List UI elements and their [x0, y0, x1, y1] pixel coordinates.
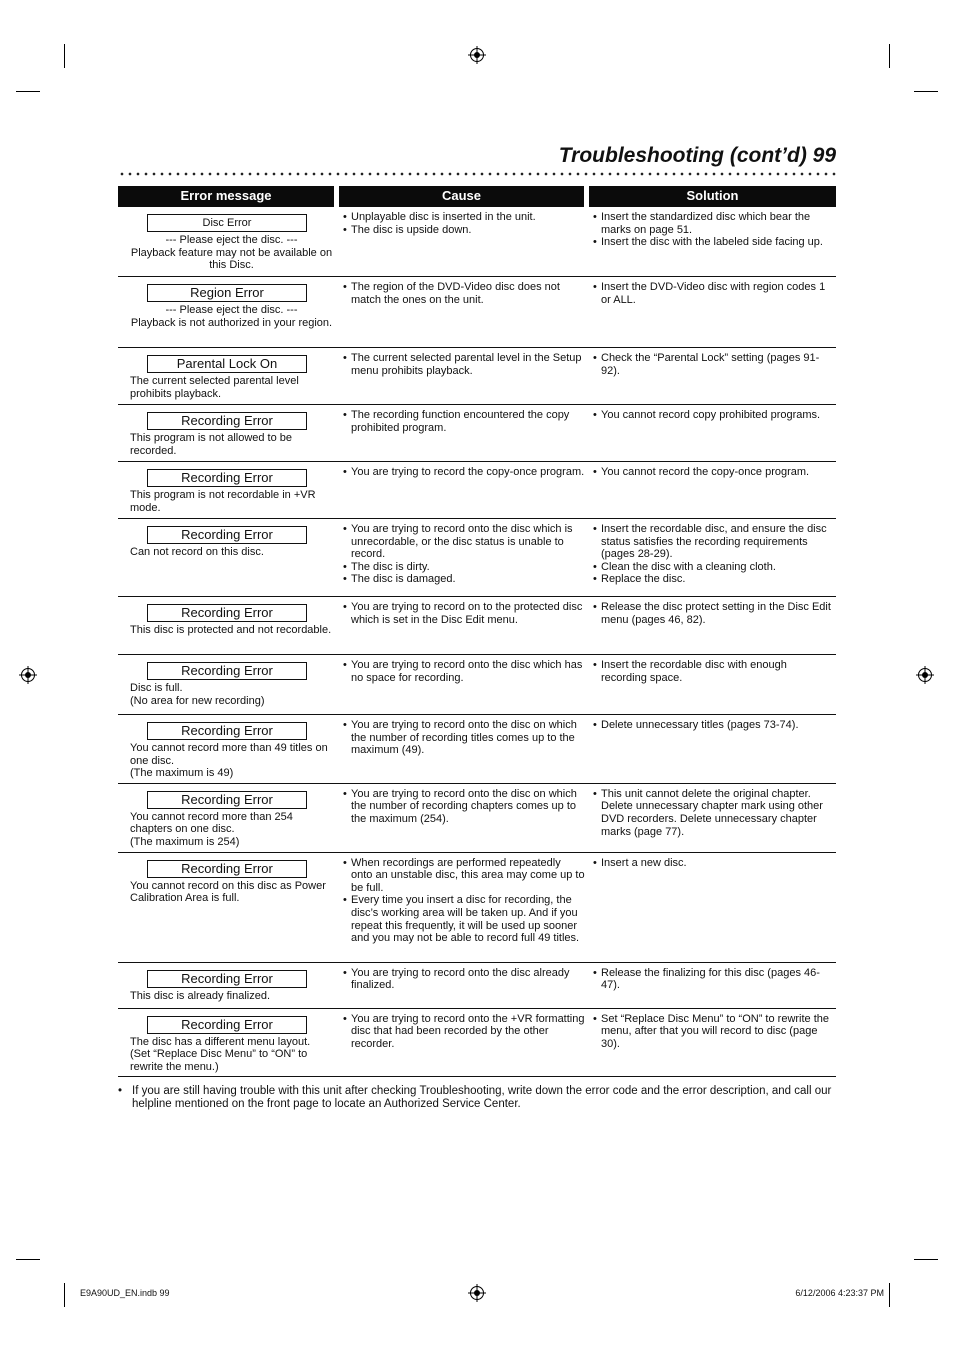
- error-description: --- Please eject the disc. --- Playback feature may not be available on this Disc.: [130, 234, 333, 272]
- table-row: [118, 715, 836, 784]
- crop-mark: [64, 1283, 65, 1307]
- cause-item: • The disc is upside down.: [343, 224, 585, 237]
- error-message-box: Recording Error: [147, 662, 307, 680]
- cause-item: • When recordings are performed repeatedly onto an unstable disc, this area may come up to be full.: [343, 857, 585, 895]
- solution-item: • Replace the disc.: [593, 573, 832, 586]
- cause-item: • You are trying to record onto the disc on which the number of recording titles comes up to the maximum (49).: [343, 719, 585, 757]
- error-message-box: Recording Error: [147, 604, 307, 622]
- table-row: [118, 348, 836, 405]
- table-row: [118, 655, 836, 715]
- error-message-box: Recording Error: [147, 791, 307, 809]
- crop-mark: [889, 1283, 890, 1307]
- solution-item: • Clean the disc with a cleaning cloth.: [593, 561, 832, 574]
- header-solution: Solution: [589, 186, 836, 207]
- table-row: [118, 853, 836, 963]
- cause-item: • The recording function encountered the copy prohibited program.: [343, 409, 585, 434]
- error-message-box: Recording Error: [147, 412, 307, 430]
- table-row: [118, 519, 836, 597]
- cause-item: • You are trying to record onto the disc on which the number of recording chapters comes up to the maximum (254).: [343, 788, 585, 826]
- footer-timestamp: 6/12/2006 4:23:37 PM: [795, 1288, 884, 1298]
- solution-item: • Delete unnecessary titles (pages 73-74).: [593, 719, 832, 732]
- crop-mark: [889, 44, 890, 68]
- error-description: This disc is protected and not recordable.: [130, 624, 332, 636]
- page-title: Troubleshooting (cont’d) 99: [558, 144, 836, 167]
- solution-item: • Release the disc protect setting in the Disc Edit menu (pages 46, 82).: [593, 601, 832, 626]
- table-row: [118, 405, 836, 462]
- cause-item: • The disc is damaged.: [343, 573, 585, 586]
- crop-mark: [914, 91, 938, 92]
- table-row: [118, 462, 836, 519]
- crop-mark: [16, 1259, 40, 1260]
- error-description: Disc is full. (No area for new recording): [130, 682, 265, 707]
- error-message-box: Recording Error: [147, 526, 307, 544]
- table-row: [118, 1009, 836, 1078]
- solution-item: • Set “Replace Disc Menu” to “ON” to rewrite the menu, after that you will record to disc (page 30).: [593, 1013, 832, 1051]
- registration-mark-icon: [21, 668, 35, 682]
- solution-item: • Release the finalizing for this disc (pages 46-47).: [593, 967, 832, 992]
- error-description: This program is not allowed to be recorded.: [130, 432, 293, 457]
- solution-item: • Insert the DVD-Video disc with region codes 1 or ALL.: [593, 281, 832, 306]
- cause-item: • You are trying to record on to the protected disc which is set in the Disc Edit menu.: [343, 601, 585, 626]
- table-row: [118, 207, 836, 277]
- table-row: [118, 784, 836, 853]
- solution-item: • This unit cannot delete the original chapter. Delete unnecessary chapter mark using other DVD recorders. Delete unnecessary chapter marks (page 77).: [593, 788, 832, 838]
- error-description: You cannot record more than 49 titles on one disc. (The maximum is 49): [130, 742, 328, 780]
- solution-item: • Insert the standardized disc which bear the marks on page 51.: [593, 211, 832, 236]
- cause-item: • The region of the DVD-Video disc does not match the ones on the unit.: [343, 281, 585, 306]
- header-error-message: Error message: [118, 186, 339, 207]
- dotted-rule: [118, 171, 836, 177]
- table-row: [118, 597, 836, 655]
- error-description: You cannot record more than 254 chapters on one disc. (The maximum is 254): [130, 810, 293, 848]
- crop-mark: [914, 1259, 938, 1260]
- solution-item: • You cannot record copy prohibited programs.: [593, 409, 832, 422]
- registration-mark-icon: [470, 1286, 484, 1300]
- table-row: [118, 277, 836, 348]
- table-row: [118, 963, 836, 1009]
- cause-item: • The disc is dirty.: [343, 561, 585, 574]
- solution-item: • Insert the recordable disc with enough recording space.: [593, 659, 832, 684]
- cause-item: • Unplayable disc is inserted in the unit.: [343, 211, 585, 224]
- footer-file-info: E9A90UD_EN.indb 99: [80, 1288, 170, 1298]
- error-description: This program is not recordable in +VR mode.: [130, 489, 316, 514]
- error-message-box: Recording Error: [147, 970, 307, 988]
- error-description: --- Please eject the disc. --- Playback is not authorized in your region.: [130, 304, 333, 329]
- registration-mark-icon: [918, 668, 932, 682]
- error-message-box: Recording Error: [147, 1016, 307, 1034]
- crop-mark: [16, 91, 40, 92]
- solution-item: • Insert the disc with the labeled side facing up.: [593, 236, 832, 249]
- solution-item: • You cannot record the copy-once program.: [593, 466, 832, 479]
- solution-item: • Check the “Parental Lock” setting (pages 91-92).: [593, 352, 832, 377]
- crop-mark: [64, 44, 65, 68]
- header-cause: Cause: [339, 186, 589, 207]
- error-description: The current selected parental level prohibits playback.: [130, 375, 299, 400]
- registration-mark-icon: [470, 48, 484, 62]
- error-description: The disc has a different menu layout. (Set “Replace Disc Menu” to “ON” to rewrite the menu.): [130, 1035, 311, 1073]
- cause-item: • You are trying to record onto the disc already finalized.: [343, 967, 585, 992]
- cause-item: • Every time you insert a disc for recording, the disc’s working area will be taken up. And if you repeat this frequently, it will be used up sooner and you may not be able to record full 49 titles.: [343, 894, 585, 944]
- error-message-box: Recording Error: [147, 469, 307, 487]
- error-description: You cannot record on this disc as Power Calibration Area is full.: [130, 879, 326, 905]
- error-description: Can not record on this disc.: [130, 546, 264, 558]
- cause-item: • You are trying to record the copy-once program.: [343, 466, 585, 479]
- error-message-box: Disc Error: [147, 214, 307, 232]
- error-description: This disc is already finalized.: [130, 989, 271, 1002]
- error-message-box: Region Error: [147, 284, 307, 302]
- cause-item: • The current selected parental level in the Setup menu prohibits playback.: [343, 352, 585, 377]
- solution-item: • Insert the recordable disc, and ensure the disc status satisfies the recording requirements (pages 28-29).: [593, 523, 832, 561]
- solution-item: • Insert a new disc.: [593, 857, 832, 870]
- cause-item: • You are trying to record onto the +VR formatting disc that had been recorded by the other recorder.: [343, 1013, 585, 1051]
- cause-item: • You are trying to record onto the disc which is unrecordable, or the disc status is unable to record.: [343, 523, 585, 561]
- cause-item: • You are trying to record onto the disc which has no space for recording.: [343, 659, 585, 684]
- error-message-box: Parental Lock On: [147, 355, 307, 373]
- error-message-box: Recording Error: [147, 722, 307, 740]
- footnote: • If you are still having trouble with this unit after checking Troubleshooting, write down the error code and the error description, and call our helpline mentioned on the front page to locate an Authorized Service Center.: [118, 1085, 836, 1111]
- troubleshooting-table: [118, 186, 836, 1077]
- error-message-box: Recording Error: [147, 860, 307, 878]
